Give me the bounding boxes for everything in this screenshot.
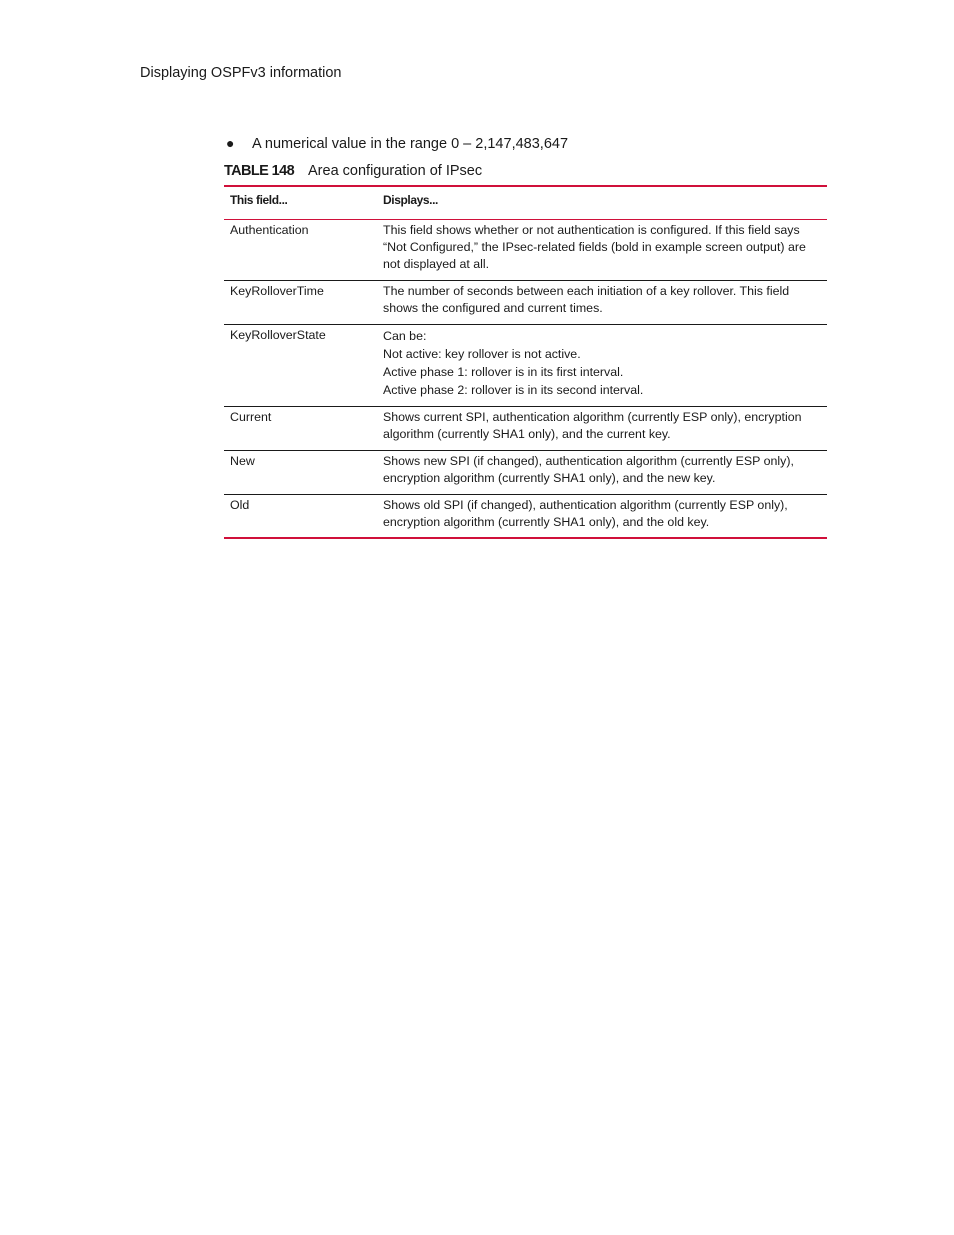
table-caption	[224, 163, 482, 179]
field-name: KeyRolloverState	[224, 325, 377, 407]
column-header-displays: Displays...	[377, 186, 827, 220]
state-option: Active phase 1: rollover is in its first interval.	[383, 365, 624, 379]
bullet-item	[226, 135, 568, 152]
field-name: Authentication	[224, 220, 377, 281]
field-name: Current	[224, 407, 377, 451]
field-description: Shows old SPI (if changed), authentication algorithm (currently ESP only), encryption algorithm (currently SHA1 only), and the old key.	[377, 495, 827, 539]
table-row	[224, 451, 827, 495]
table-number: TABLE 148	[224, 163, 295, 179]
table-title: Area configuration of IPsec	[308, 163, 483, 179]
field-name: New	[224, 451, 377, 495]
bullet-text: A numerical value in the range 0 – 2,147,483,647	[252, 136, 569, 152]
table-header-row	[224, 186, 827, 220]
table-row	[224, 407, 827, 451]
table-row	[224, 220, 827, 281]
running-header: Displaying OSPFv3 information	[140, 65, 342, 81]
field-description: This field shows whether or not authentication is configured. If this field says “Not Configured,” the IPsec-related fields (bold in example screen output) are not displayed at all.	[377, 220, 827, 281]
field-description: The number of seconds between each initiation of a key rollover. This field shows the configured and current times.	[377, 281, 827, 325]
state-option: Active phase 2: rollover is in its second interval.	[383, 383, 644, 397]
table-row	[224, 281, 827, 325]
field-name: KeyRolloverTime	[224, 281, 377, 325]
table-row	[224, 495, 827, 539]
state-option: Not active: key rollover is not active.	[383, 347, 581, 361]
field-name: Old	[224, 495, 377, 539]
column-header-field: This field...	[224, 186, 377, 220]
field-description	[377, 325, 827, 407]
ipsec-area-table	[224, 185, 827, 539]
field-description: Shows current SPI, authentication algorithm (currently ESP only), encryption algorithm (currently SHA1 only), and the current key.	[377, 407, 827, 451]
field-description: Shows new SPI (if changed), authentication algorithm (currently ESP only), encryption algorithm (currently SHA1 only), and the new key.	[377, 451, 827, 495]
bullet-icon: ●	[226, 135, 235, 151]
description-intro: Can be:	[383, 329, 427, 343]
table-row	[224, 325, 827, 407]
